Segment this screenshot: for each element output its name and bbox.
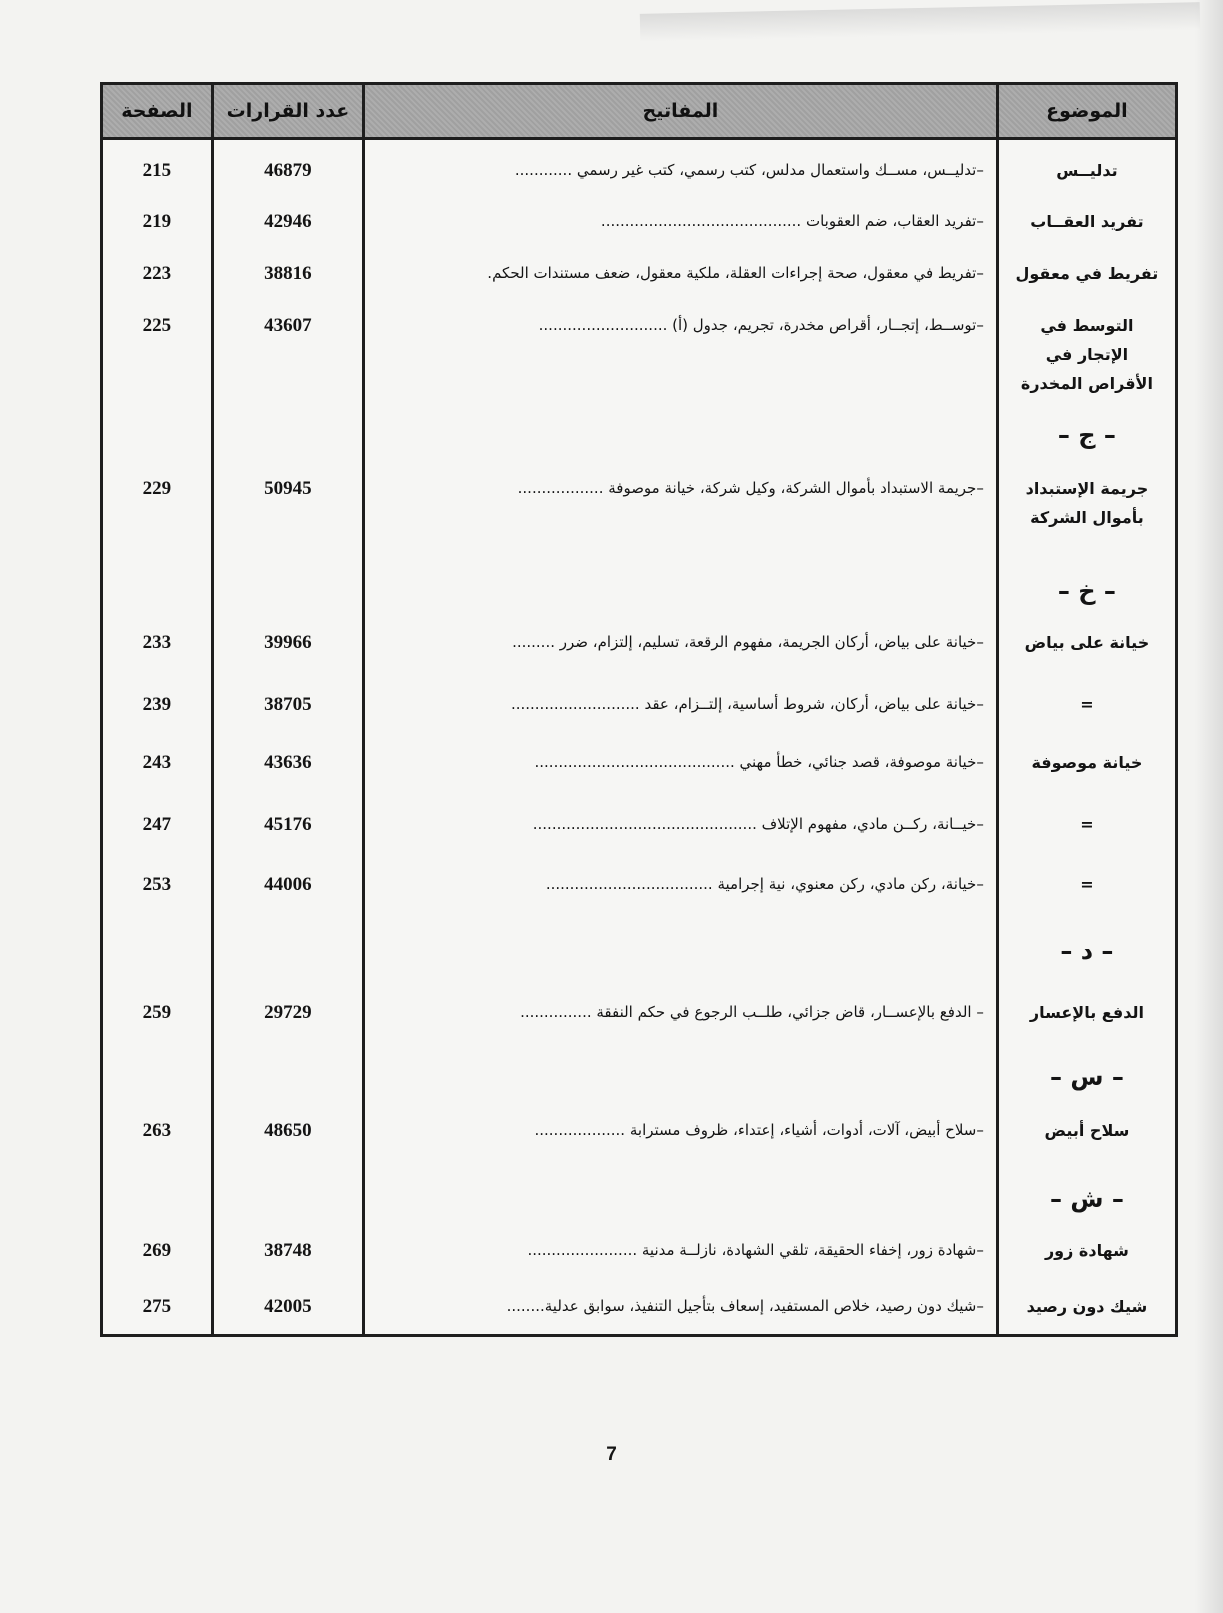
empty-cell [364,1162,998,1220]
row-keys: –سلاح أبيض، آلات، أدوات، أشياء، إعتداء، ظروف مسترابة ................... [364,1100,998,1162]
letter-divider-row [102,554,1177,612]
empty-cell [364,1040,998,1100]
row-page: 223 [142,262,172,284]
header-subject: الموضوع [997,84,1176,139]
letter-divider: – خ – [997,554,1176,612]
empty-cell [212,554,363,612]
row-page: 229 [142,477,172,499]
row-count: 48650 [212,1100,363,1162]
empty-cell [102,398,213,458]
table-row [102,982,1177,1040]
row-subject: = [997,794,1176,854]
letter-divider-row [102,1162,1177,1220]
row-subject: التوسط في الإتجار في الأقراص المخدرة [997,295,1176,398]
row-subject: الدفع بالإعسار [997,982,1176,1040]
row-page: 239 [142,693,172,715]
empty-cell [212,1040,363,1100]
table-row [102,191,1177,243]
row-keys: –خيانة على بياض، أركان الجريمة، مفهوم الرقعة، تسليم، إلتزام، ضرر ......... [364,612,998,674]
row-subject: خيانة على بياض [997,612,1176,674]
row-subject: جريمة الإستبداد بأموال الشركة [997,458,1176,554]
row-page: 225 [142,314,172,336]
row-subject: = [997,854,1176,914]
row-page: 233 [142,631,172,653]
row-count: 39966 [212,612,363,674]
table-row [102,139,1177,191]
row-keys: –تفريد العقاب، ضم العقوبات .......................................... [364,191,998,243]
empty-cell [364,554,998,612]
row-subject: = [997,674,1176,732]
row-subject: خيانة موصوفة [997,732,1176,794]
letter-divider: – د – [997,914,1176,982]
page-number: 7 [606,1444,617,1465]
empty-cell [364,398,998,458]
row-keys: – الدفع بالإعســار، قاض جزائي، طلــب الرجوع في حكم النفقة ............... [364,982,998,1040]
scan-shadow-top [640,2,1200,42]
empty-cell [102,554,213,612]
row-keys: –خيــانة، ركــن مادي، مفهوم الإتلاف ............................................... [364,794,998,854]
empty-cell [364,914,998,982]
row-count: 38816 [212,243,363,295]
row-subject: تدليــس [997,139,1176,191]
row-count: 29729 [212,982,363,1040]
table-row [102,1276,1177,1336]
row-count: 38748 [212,1220,363,1276]
row-keys: –تدليــس، مســك واستعمال مدلس، كتب رسمي، كتب غير رسمي ............ [364,139,998,191]
index-table [100,82,1178,1337]
row-count: 42946 [212,191,363,243]
row-count: 38705 [212,674,363,732]
row-count: 45176 [212,794,363,854]
row-keys: –خيانة على بياض، أركان، شروط أساسية، إلتــزام، عقد ........................... [364,674,998,732]
row-keys: –خيانة، ركن مادي، ركن معنوي، نية إجرامية ................................... [364,854,998,914]
row-subject: شهادة زور [997,1220,1176,1276]
empty-cell [102,1040,213,1100]
table-row [102,854,1177,914]
table-row [102,458,1177,554]
header-page: الصفحة [102,84,213,139]
row-page: 275 [142,1295,172,1317]
table-row [102,794,1177,854]
row-count: 43636 [212,732,363,794]
letter-divider: – ش – [997,1162,1176,1220]
row-subject: تفريد العقــاب [997,191,1176,243]
table-row [102,295,1177,398]
empty-cell [102,914,213,982]
row-page: 247 [142,813,172,835]
row-page: 243 [142,751,172,773]
row-page: 269 [142,1239,172,1261]
row-count: 43607 [212,295,363,398]
table-row [102,612,1177,674]
letter-divider-row [102,398,1177,458]
row-keys: –تفريط في معقول، صحة إجراءات العقلة، ملكية معقول، ضعف مستندات الحكم. [364,243,998,295]
empty-cell [212,1162,363,1220]
empty-cell [212,398,363,458]
row-page: 259 [142,1001,172,1023]
row-page: 253 [142,873,172,895]
empty-cell [212,914,363,982]
row-count: 46879 [212,139,363,191]
table-row [102,674,1177,732]
scan-shadow-right [1195,0,1223,1613]
header-count: عدد القرارات [212,84,363,139]
table-row [102,1220,1177,1276]
table-header-row [102,84,1177,139]
row-page: 263 [142,1119,172,1141]
letter-divider: – ج – [997,398,1176,458]
row-count: 44006 [212,854,363,914]
row-keys: –جريمة الاستبداد بأموال الشركة، وكيل شركة، خيانة موصوفة .................. [364,458,998,554]
letter-divider: – س – [997,1040,1176,1100]
header-keys: المفاتيح [364,84,998,139]
letter-divider-row [102,1040,1177,1100]
row-count: 50945 [212,458,363,554]
row-count: 42005 [212,1276,363,1336]
row-keys: –خيانة موصوفة، قصد جنائي، خطأ مهني .......................................... [364,732,998,794]
table-row [102,243,1177,295]
row-page: 215 [142,160,172,181]
row-keys: –شهادة زور، إخفاء الحقيقة، تلقي الشهادة، نازلــة مدنية ....................... [364,1220,998,1276]
letter-divider-row [102,914,1177,982]
row-page: 219 [142,210,172,232]
row-keys: –شيك دون رصيد، خلاص المستفيد، إسعاف بتأجيل التنفيذ، سوابق عدلية........ [364,1276,998,1336]
table-row [102,1100,1177,1162]
table-row [102,732,1177,794]
row-keys: –توســط، إتجــار، أقراص مخدرة، تجريم، جدول (أ) ........................... [364,295,998,398]
row-subject: تفريط في معقول [997,243,1176,295]
row-subject: سلاح أبيض [997,1100,1176,1162]
empty-cell [102,1162,213,1220]
row-subject: شيك دون رصيد [997,1276,1176,1336]
